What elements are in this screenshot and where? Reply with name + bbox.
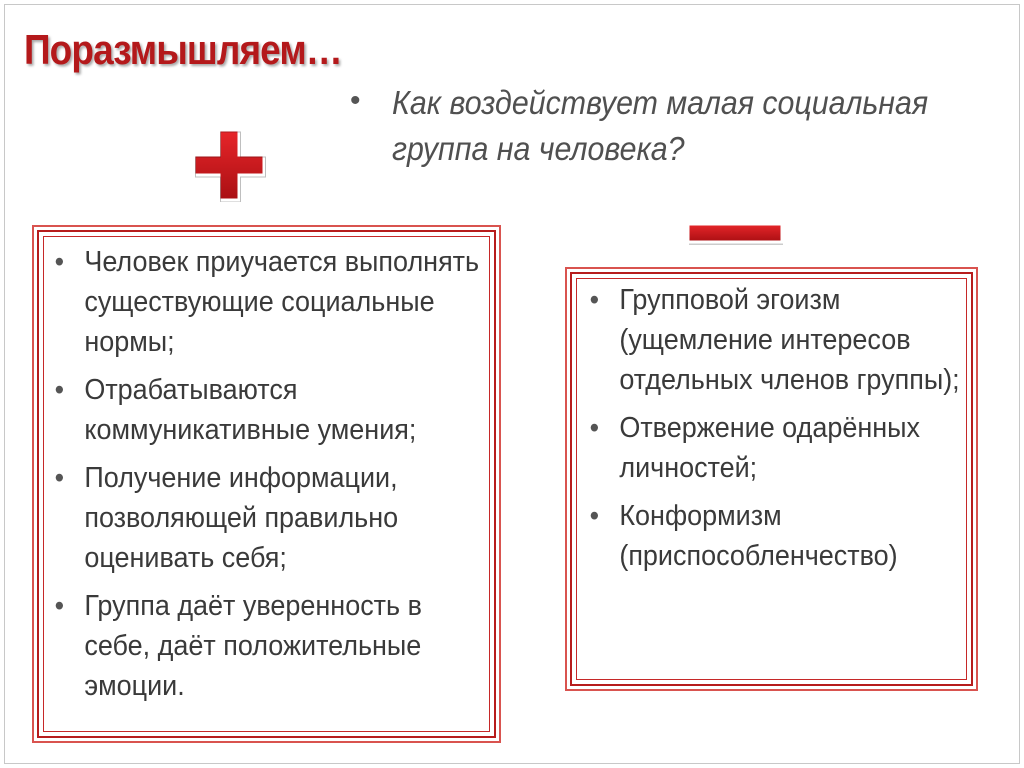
list-item: • Групповой эгоизм (ущемление интересов отдельных членов группы); bbox=[584, 280, 972, 400]
list-item: • Человек приучается выполнять существующие социальные нормы; bbox=[49, 242, 487, 362]
plus-icon bbox=[192, 128, 266, 202]
question-text: Как воздействует малая социальная группа на человека? bbox=[392, 84, 929, 167]
slide-title: Поразмышляем… bbox=[24, 26, 342, 73]
negative-effects-list bbox=[584, 280, 974, 584]
list-item: • Отвержение одарённых личностей; bbox=[584, 408, 972, 488]
minus-icon bbox=[686, 222, 786, 248]
list-item: • Получение информации, позволяющей правильно оценивать себя; bbox=[49, 458, 487, 578]
positive-effects-box bbox=[37, 230, 496, 738]
negative-effects-box bbox=[570, 272, 973, 686]
positive-effects-list bbox=[49, 242, 489, 714]
bullet-icon: • bbox=[350, 84, 361, 117]
list-item: • Отрабатываются коммуникативные умения; bbox=[49, 370, 487, 450]
list-item: • Группа даёт уверенность в себе, даёт положительные эмоции. bbox=[49, 586, 487, 706]
list-item: • Конформизм (приспособленчество) bbox=[584, 496, 972, 576]
